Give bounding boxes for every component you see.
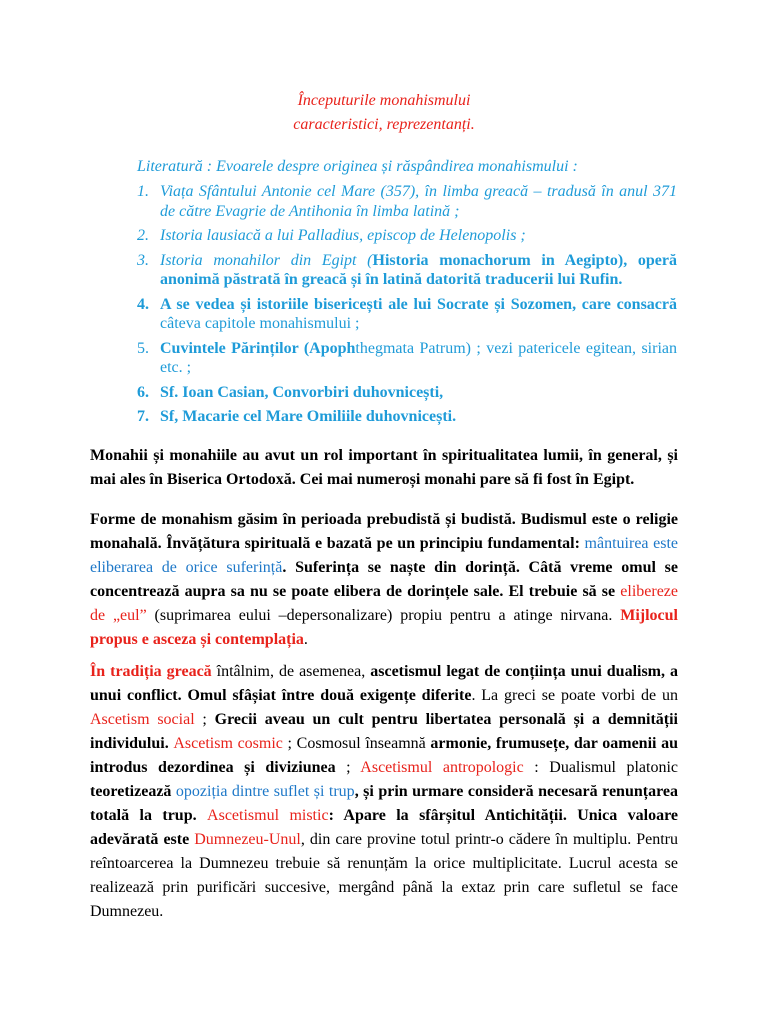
reference-number: 7. [137, 408, 149, 425]
reference-number: 6. [137, 383, 149, 401]
text-run: mântuirea este eliberarea de orice suferință [90, 535, 679, 576]
reference-item [137, 383, 677, 403]
reference-text: Istoria lausiacă a lui Palladius, episcop de Helenopolis ; [160, 227, 526, 244]
text-run: : Apare la sfârșitul Antichității. Unica valoare adevărată este [90, 807, 679, 848]
text-run: : Dualismul platonic [523, 759, 679, 776]
text-run: ; [194, 711, 215, 728]
reference-number: 3. [137, 251, 149, 269]
text-run: (suprimarea eului –depersonalizare) propiu pentru a atinge nirvana [146, 607, 609, 624]
reference-number: 1. [137, 183, 149, 200]
text-run: . [608, 607, 621, 624]
text-run: Forme de monahism găsim în perioada prebudistă și budistă. Budismul este o religie monahală. Învățătura spirituală e bazată pe un principiu fundamental: [90, 511, 678, 552]
reference-item [137, 182, 677, 221]
text-run: Ascetismul antropologic [360, 759, 524, 776]
text-run: . Suferința se naște din dorință. Câtă vreme omul se concentrează aupra sa nu se poate elibera de dorințele sale. El trebuie să se [90, 559, 678, 600]
text-run: Ascetismul mistic [207, 807, 329, 824]
reference-number: 4. [137, 295, 149, 313]
text-run: Dumnezeu-Unul [194, 831, 301, 848]
text-run: ascetismul legat de conțiința unui dualism, a unui conflict. Omul sfâșiat între două exigențe diferite [90, 663, 679, 704]
reference-text-a: A se vedea și istoriile bisericești ale lui Socrate și Sozomen, care consacră [160, 295, 677, 313]
reference-text: Sf. Ioan Casian, Convorbiri duhovnicești, [160, 383, 444, 401]
text-run: opoziția dintre suflet și trup [175, 783, 355, 800]
text-run: teoretizează [90, 783, 176, 800]
text-run: ; Cosmosul înseamnă [282, 735, 431, 752]
reference-text-a: Cuvintele Părinților (Apoph [160, 339, 356, 357]
reference-text: Sf, Macarie cel Mare Omiliile duhovnicești. [160, 408, 457, 425]
text-run: , din care provine totul printr-o cădere în multiplu. Pentru reîntoarcerea la Dumnezeu trebuie să renunțăm la orice multiplicitate. Lucrul acesta se realizează prin purificări succesive, mergând până la extaz prin care sufletul se face Dumnezeu. [90, 831, 678, 920]
reference-number: 2. [137, 227, 149, 244]
reference-text-b: Historia monachorum in Aegipto), operă anonimă păstrată în greacă și în latină datorită traducerii lui Rufin. [160, 251, 678, 288]
text-run: În tradiția greacă [90, 663, 212, 680]
reference-item [137, 339, 677, 378]
reference-text: Viața Sfântului Antonie cel Mare (357), în limba greacă – tradusă în anul 371 de către Evagrie de Antihonia în limba latină ; [160, 183, 677, 220]
text-run: armonie, frumusețe, dar oamenii au introdus dezordinea și diviziunea [90, 735, 679, 776]
text-run: ; [335, 759, 361, 776]
reference-list [137, 182, 677, 432]
reference-text-b: thegmata Patrum) ; vezi patericele egitean, sirian etc. ; [160, 339, 677, 376]
text-run: întâlnim, de asemenea, [211, 663, 371, 680]
text-run: . La greci se poate vorbi de un [471, 687, 679, 704]
text-run: Ascetism social [90, 711, 195, 728]
text-run: . [303, 631, 308, 648]
text-run: Mijlocul propus e asceza și contemplația [90, 607, 678, 648]
reference-item [137, 251, 677, 290]
reference-text-a: Istoria monahilor din Egipt ( [160, 251, 373, 269]
text-run: Grecii aveau un cult pentru libertatea personală și a demnității individului. [90, 711, 678, 752]
title-line-1: Începuturile monahismului [297, 92, 471, 109]
paragraph-buddhism [90, 508, 678, 652]
reference-item [137, 407, 677, 427]
paragraph-greek-tradition [90, 660, 678, 924]
reference-text-b: câteva capitole monahismului ; [160, 315, 360, 332]
reference-number: 5. [137, 339, 149, 357]
text-run: elibereze de „eul” [90, 583, 678, 624]
text-run: Ascetism cosmic [173, 735, 283, 752]
reference-item [137, 226, 677, 246]
title-line-2: caracteristici, reprezentanți. [293, 116, 475, 133]
paragraph-monks: Monahii și monahiile au avut un rol important în spiritualitatea lumii, în general, și mai ales în Biserica Ortodoxă. Cei mai numeroși monahi pare să fi fost în Egipt. [90, 447, 678, 488]
literature-heading: Literatură : Evoarele despre originea și răspândirea monahismului : [137, 158, 578, 175]
text-run: , și prin urmare consideră necesară renunțarea totală la trup. [90, 783, 678, 824]
reference-item [137, 295, 677, 334]
